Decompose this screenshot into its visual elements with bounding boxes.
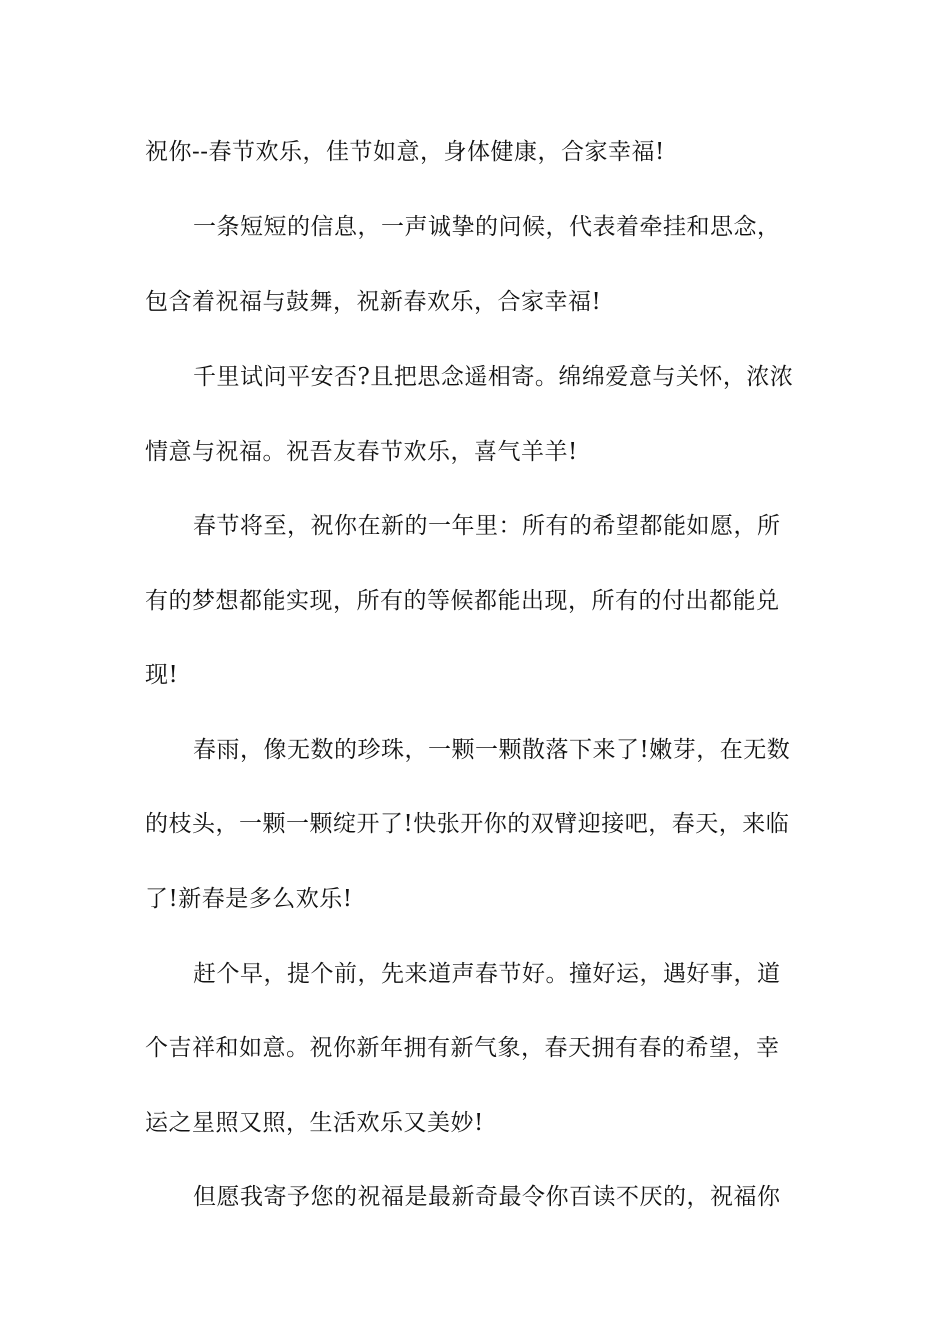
- paragraph-first-line: 春雨，像无数的珍珠，一颗一颗散落下来了!嫩芽，在无数: [193, 737, 791, 763]
- text-line: 现!: [145, 662, 179, 688]
- text-line: 有的梦想都能实现，所有的等候都能出现，所有的付出都能兑: [145, 588, 780, 614]
- text-line: 运之星照又照，生活欢乐又美妙!: [145, 1110, 484, 1136]
- text-line: 了!新春是多么欢乐!: [145, 886, 353, 912]
- text-line: 个吉祥和如意。祝你新年拥有新气象，春天拥有春的希望，幸: [145, 1035, 780, 1061]
- text-line: 情意与祝福。祝吾友春节欢乐，喜气羊羊!: [145, 439, 578, 465]
- paragraph-first-line: 赶个早，提个前，先来道声春节好。撞好运，遇好事，道: [193, 961, 781, 987]
- text-line: 祝你--春节欢乐，佳节如意，身体健康，合家幸福!: [145, 139, 665, 165]
- paragraph-first-line: 一条短短的信息，一声诚挚的问候，代表着牵挂和思念，: [193, 214, 781, 240]
- paragraph-first-line: 千里试问平安否?且把思念遥相寄。绵绵爱意与关怀，浓浓: [193, 364, 794, 390]
- paragraph-first-line: 春节将至，祝你在新的一年里：所有的希望都能如愿，所: [193, 513, 781, 539]
- text-line: 包含着祝福与鼓舞，祝新春欢乐，合家幸福!: [145, 289, 602, 315]
- paragraph-first-line: 但愿我寄予您的祝福是最新奇最令你百读不厌的，祝福你: [193, 1184, 781, 1210]
- text-line: 的枝头，一颗一颗绽开了!快张开你的双臂迎接吧，春天，来临: [145, 811, 790, 837]
